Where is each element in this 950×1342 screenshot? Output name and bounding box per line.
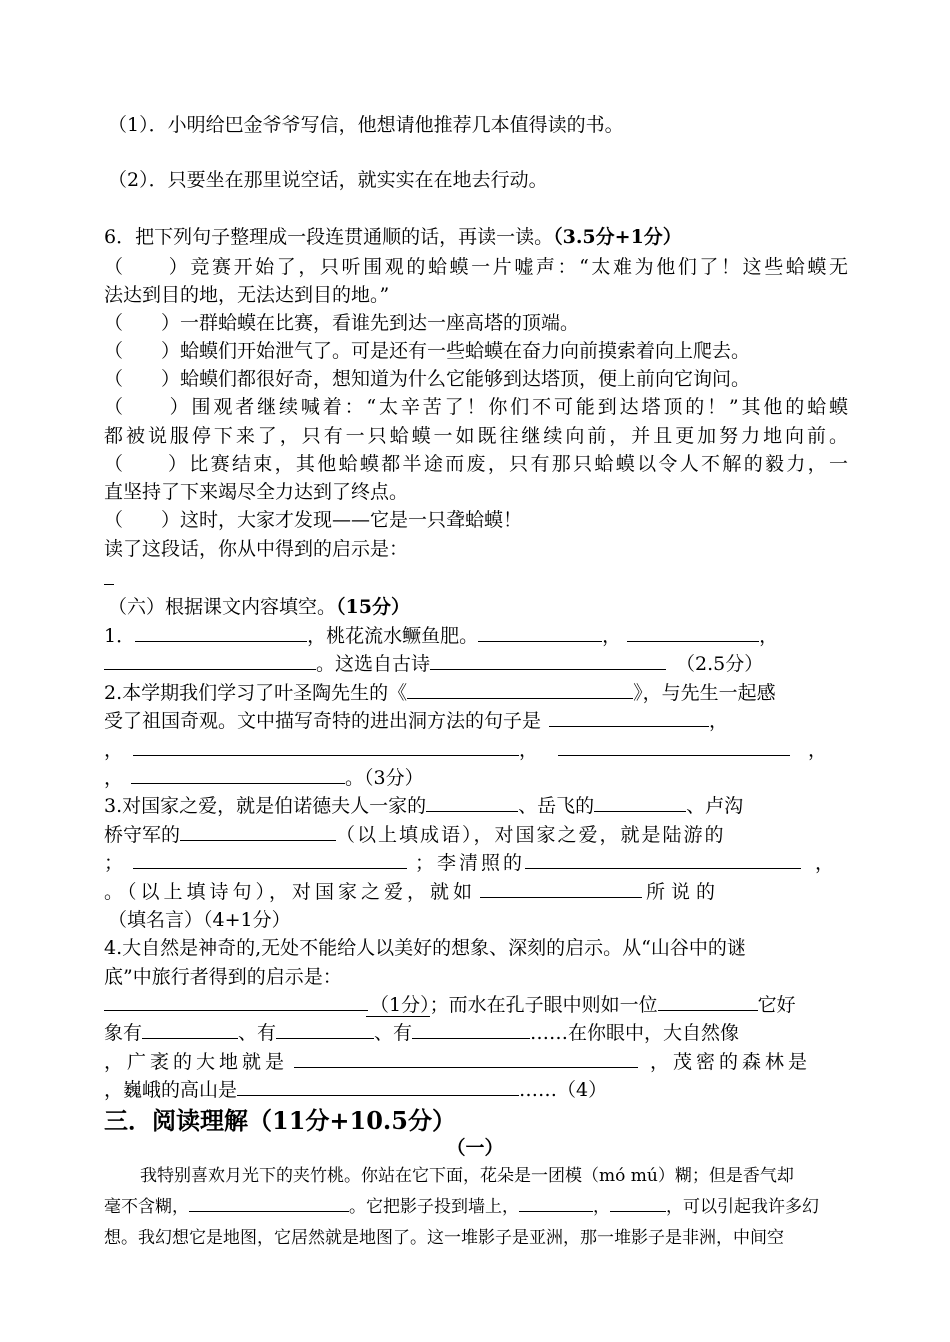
q3-blank-1[interactable]: [426, 793, 518, 812]
sec6-title: （六）根据课文内容填空。（15分）: [108, 596, 410, 618]
q3-blank-4[interactable]: [133, 850, 407, 869]
q6-line-3: （ ）一群蛤蟆在比赛，看谁先到达一座高塔的顶端。: [104, 312, 580, 334]
q6-answer-blank[interactable]: [104, 584, 114, 585]
sec6-q2-line-1: 2.本学期我们学习了叶圣陶先生的《 》，与先生一起感: [104, 682, 776, 704]
passage-blank-2[interactable]: [519, 1195, 593, 1212]
q1-blank-3[interactable]: [627, 623, 759, 642]
sec6-q2-line-2: 受了祖国奇观。文中描写奇特的进出洞方法的句子是 ，: [104, 710, 729, 732]
q6-line-4: （ ）蛤蟆们开始泄气了。可是还有一些蛤蟆在奋力向前摸索着向上爬去。: [104, 340, 751, 362]
q1-blank-5[interactable]: [430, 651, 666, 670]
q4-blank-7[interactable]: [237, 1077, 519, 1096]
q1-blank-4[interactable]: [104, 651, 316, 670]
q6-title: 6．把下列句子整理成一段连贯通顺的话，再读一读。（3.5分+1分）: [104, 226, 682, 248]
sec6-q3-line-1: 3.对国家之爱，就是伯诺德夫人一家的 、岳飞的 、卢沟: [104, 795, 744, 817]
q5-sentence-1: （1）．小明给巴金爷爷写信，他想请他推荐几本值得读的书。: [108, 114, 624, 136]
passage-line-1: 我特别喜欢月光下的夹竹桃。你站在它下面，花朵是一团模（mó mú）糊；但是香气却: [140, 1166, 794, 1186]
q3-blank-5[interactable]: [525, 850, 801, 869]
passage-line-3: 想。我幻想它是地图，它居然就是地图了。这一堆影子是亚洲，那一堆影子是非洲，中间空: [104, 1228, 784, 1248]
sec3-subheading: （一）: [446, 1137, 504, 1159]
q6-line-7: 都被说服停下来了，只有一只蛤蟆一如既往继续向前，并且更加努力地向前。: [104, 425, 848, 447]
sec6-q3-line-5: （填名言）（4+1分）: [108, 909, 291, 931]
passage-blank-1[interactable]: [189, 1195, 349, 1212]
sec6-q4-line-3: （1分）；而水在孔子眼中则如一位 它好: [104, 992, 796, 1018]
q6-line-8: （ ）比赛结束，其他蛤蟆都半途而废，只有那只蛤蟆以令人不解的毅力，一: [104, 453, 848, 475]
q2-blank-2[interactable]: [549, 708, 709, 727]
passage-blank-3[interactable]: [610, 1195, 666, 1212]
q4-blank-3[interactable]: [142, 1020, 238, 1039]
q4-blank-1[interactable]: [104, 992, 368, 1011]
sec6-q2-line-3: ， ， ，: [104, 739, 828, 761]
q4-blank-5[interactable]: [412, 1020, 530, 1039]
sec6-q4-line-5: ，广袤的大地就是 ，茂密的森林是: [104, 1051, 812, 1073]
sec6-score: （15分）: [336, 596, 410, 618]
sec3-heading: 三．阅读理解（11分+10.5分）: [104, 1106, 456, 1135]
q3-blank-3[interactable]: [180, 822, 336, 841]
q2-blank-5[interactable]: [131, 765, 345, 784]
sec6-q3-line-3: ； ；李清照的 ，: [104, 852, 835, 874]
q3-blank-6[interactable]: [480, 879, 642, 898]
q6-prompt: 读了这段话，你从中得到的启示是：: [104, 538, 409, 560]
sec6-q4-line-4: 象有 、有 、有 ……在你眼中，大自然像: [104, 1022, 740, 1044]
q1-blank-1[interactable]: [135, 623, 307, 642]
passage-line-2: 毫不含糊， 。它把影子投到墙上， ， ，可以引起我许多幻: [104, 1197, 819, 1217]
q6-line-10: （ ）这时，大家才发现——它是一只聋蛤蟆！: [104, 509, 523, 531]
q5-sentence-2: （2）．只要坐在那里说空话，就实实在在地去行动。: [108, 169, 548, 191]
q4-blank-4[interactable]: [276, 1020, 374, 1039]
sec6-q3-line-4: 。（以上填诗句），对国家之爱，就如 所说的: [104, 881, 722, 903]
sec6-q4-line-6: ，巍峨的高山是 ……（4）: [104, 1079, 608, 1101]
q2-blank-1[interactable]: [407, 680, 633, 699]
q6-line-5: （ ）蛤蟆们都很好奇，想知道为什么它能够到达塔顶，便上前向它询问。: [104, 368, 751, 390]
q4-blank-6[interactable]: [294, 1049, 638, 1068]
sec6-q3-line-2: 桥守军的 （以上填成语），对国家之爱，就是陆游的: [104, 824, 726, 846]
q6-line-9: 直坚持了下来竭尽全力达到了终点。: [104, 481, 409, 503]
sec6-q4-line-2: 底”中旅行者得到的启示是：: [104, 966, 342, 988]
q2-blank-3[interactable]: [133, 737, 519, 756]
q1-blank-2[interactable]: [478, 623, 602, 642]
sec6-q1-line-2: 。这选自古诗 （2.5分）: [104, 651, 763, 677]
q4-blank-2[interactable]: [658, 992, 758, 1011]
q6-line-2: 法达到目的地，无法达到目的地。”: [104, 284, 390, 306]
q3-blank-2[interactable]: [594, 793, 686, 812]
q6-score: （3.5分+1分）: [553, 226, 682, 248]
sec6-q2-line-4: ， 。（3分）: [104, 767, 424, 789]
sec6-q4-line-1: 4.大自然是神奇的,无处不能给人以美好的想象、深刻的启示。从“山谷中的谜: [104, 937, 746, 959]
q2-blank-4[interactable]: [558, 737, 790, 756]
q6-line-6: （ ）围观者继续喊着：“太辛苦了！你们不可能到达塔顶的！”其他的蛤蟆: [104, 396, 848, 418]
q6-line-1: （ ）竞赛开始了，只听围观的蛤蟆一片嘘声：“太难为他们了！这些蛤蟆无: [104, 256, 848, 278]
sec6-q1-line-1: 1． ，桃花流水鳜鱼肥。 ， ，: [104, 625, 779, 647]
